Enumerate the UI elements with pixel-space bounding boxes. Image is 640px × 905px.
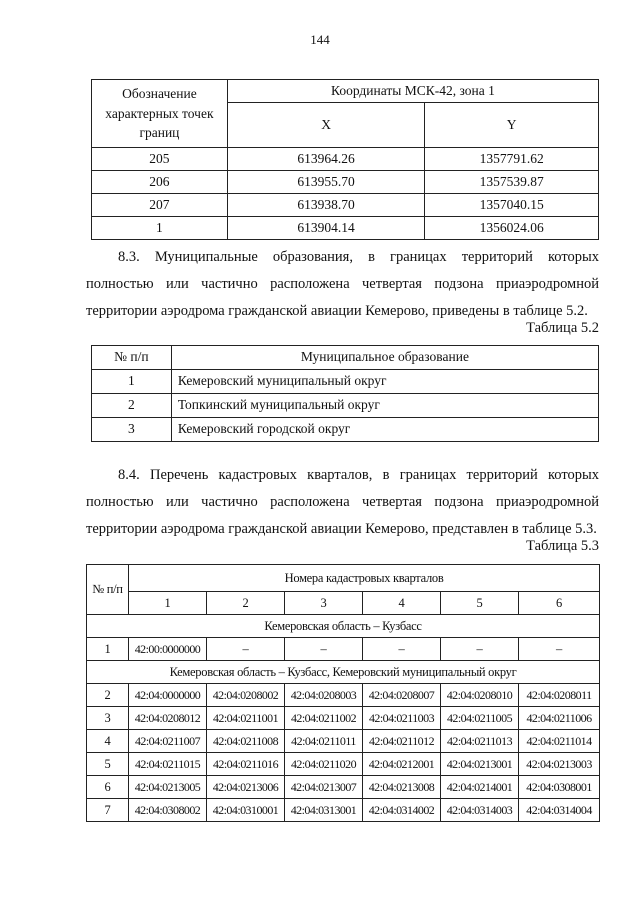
- cadastral-quarter-cell: 42:04:0208012: [129, 707, 207, 730]
- page-number: 144: [310, 32, 330, 47]
- point-id-cell: 206: [92, 171, 228, 194]
- coord-x-cell: 613938.70: [227, 194, 425, 217]
- cadastral-quarter-cell: 42:04:0208011: [519, 684, 600, 707]
- coord-y-cell: 1356024.06: [425, 217, 599, 240]
- municipal-name-cell: Кемеровский городской округ: [171, 418, 598, 442]
- municipal-num-cell: 1: [92, 370, 172, 394]
- cadastral-header-num: № п/п: [87, 565, 129, 615]
- coord-y-cell: 1357539.87: [425, 171, 599, 194]
- caption-table-5-3: Таблица 5.3: [526, 538, 599, 554]
- cadastral-quarter-cell: 42:04:0208003: [285, 684, 363, 707]
- cadastral-quarter-cell: 42:04:0314002: [363, 799, 441, 822]
- municipal-num-cell: 3: [92, 418, 172, 442]
- coord-x-cell: 613964.26: [227, 148, 425, 171]
- cadastral-section-region: Кемеровская область – Кузбасс: [87, 615, 600, 638]
- cadastral-quarter-cell: 42:04:0211005: [441, 707, 519, 730]
- cadastral-row: [87, 776, 600, 799]
- municipal-row: [92, 394, 599, 418]
- cadastral-row-num: 1: [87, 638, 129, 661]
- cadastral-quarter-cell: 42:04:0211007: [129, 730, 207, 753]
- paragraph-8-4: 8.4. Перечень кадастровых кварталов, в границах территорий которых полностью или частично расположена четвертая подзона приаэродромной территории аэродрома гражданской авиации Кемерово, представлен в таблице 5.3.: [86, 467, 599, 537]
- paragraph-8-3: 8.3. Муниципальные образования, в границах территорий которых полностью или частично расположена четвертая подзона приаэродромной территории аэродрома гражданской авиации Кемерово, приведены в таблице 5.2.: [86, 249, 599, 319]
- cadastral-quarter-cell: 42:04:0314003: [441, 799, 519, 822]
- coords-row: [92, 217, 599, 240]
- column-number-cell: 1: [129, 592, 207, 615]
- cadastral-quarter-cell: 42:04:0313001: [285, 799, 363, 822]
- municipal-header-num: № п/п: [92, 346, 172, 370]
- cadastral-row-num: 4: [87, 730, 129, 753]
- cadastral-quarter-cell: 42:04:0211011: [285, 730, 363, 753]
- coord-y-cell: 1357791.62: [425, 148, 599, 171]
- cadastral-quarter-cell: 42:04:0213005: [129, 776, 207, 799]
- coords-row: [92, 194, 599, 217]
- cadastral-row: [87, 799, 600, 822]
- municipal-name-cell: Топкинский муниципальный округ: [171, 394, 598, 418]
- coords-header-y: Y: [425, 103, 599, 148]
- cadastral-quarter-cell: 42:04:0211020: [285, 753, 363, 776]
- cadastral-quarter-cell: 42:04:0211015: [129, 753, 207, 776]
- cadastral-quarter-cell: –: [285, 638, 363, 661]
- coords-row: [92, 171, 599, 194]
- cadastral-quarter-cell: 42:04:0000000: [129, 684, 207, 707]
- cadastral-quarter-cell: 42:04:0208002: [207, 684, 285, 707]
- municipal-table: [91, 345, 599, 442]
- column-number-cell: 2: [207, 592, 285, 615]
- coordinates-table: [91, 79, 599, 240]
- point-id-cell: 207: [92, 194, 228, 217]
- cadastral-quarter-cell: 42:04:0211014: [519, 730, 600, 753]
- cadastral-quarter-cell: 42:04:0213001: [441, 753, 519, 776]
- cadastral-quarter-cell: 42:04:0211002: [285, 707, 363, 730]
- coord-x-cell: 613955.70: [227, 171, 425, 194]
- municipal-row: [92, 418, 599, 442]
- column-number-cell: 3: [285, 592, 363, 615]
- cadastral-quarter-cell: –: [207, 638, 285, 661]
- cadastral-quarter-cell: 42:04:0314004: [519, 799, 600, 822]
- cadastral-quarter-cell: 42:04:0208007: [363, 684, 441, 707]
- coords-row: [92, 148, 599, 171]
- point-id-cell: 1: [92, 217, 228, 240]
- cadastral-quarter-cell: 42:04:0208010: [441, 684, 519, 707]
- column-number-cell: 5: [441, 592, 519, 615]
- cadastral-row-num: 6: [87, 776, 129, 799]
- cadastral-quarter-cell: 42:04:0211012: [363, 730, 441, 753]
- cadastral-header-group: Номера кадастровых кварталов: [129, 565, 600, 592]
- municipal-header-name: Муниципальное образование: [171, 346, 598, 370]
- cadastral-quarter-cell: 42:04:0211008: [207, 730, 285, 753]
- cadastral-quarter-cell: 42:04:0308001: [519, 776, 600, 799]
- cadastral-quarter-cell: 42:04:0211013: [441, 730, 519, 753]
- cadastral-table: [86, 564, 600, 822]
- cadastral-section-district: Кемеровская область – Кузбасс, Кемеровский муниципальный округ: [87, 661, 600, 684]
- cadastral-quarter-cell: 42:04:0214001: [441, 776, 519, 799]
- cadastral-quarter-cell: 42:04:0211001: [207, 707, 285, 730]
- coords-header-point: Обозначение характерных точек границ: [92, 80, 228, 148]
- cadastral-row: [87, 730, 600, 753]
- cadastral-row-num: 3: [87, 707, 129, 730]
- cadastral-quarter-cell: –: [441, 638, 519, 661]
- coords-header-group: Координаты МСК-42, зона 1: [227, 80, 598, 103]
- municipal-row: [92, 370, 599, 394]
- column-number-cell: 6: [519, 592, 600, 615]
- caption-table-5-2: Таблица 5.2: [526, 320, 599, 336]
- cadastral-row-num: 2: [87, 684, 129, 707]
- cadastral-row: [87, 638, 600, 661]
- column-number-cell: 4: [363, 592, 441, 615]
- cadastral-quarter-cell: –: [363, 638, 441, 661]
- cadastral-quarter-cell: 42:04:0213003: [519, 753, 600, 776]
- coords-header-x: X: [227, 103, 425, 148]
- point-id-cell: 205: [92, 148, 228, 171]
- cadastral-row-num: 5: [87, 753, 129, 776]
- coord-x-cell: 613904.14: [227, 217, 425, 240]
- cadastral-quarter-cell: 42:00:0000000: [129, 638, 207, 661]
- cadastral-quarter-cell: 42:04:0213008: [363, 776, 441, 799]
- cadastral-row-num: 7: [87, 799, 129, 822]
- municipal-num-cell: 2: [92, 394, 172, 418]
- cadastral-row: [87, 753, 600, 776]
- coord-y-cell: 1357040.15: [425, 194, 599, 217]
- cadastral-quarter-cell: 42:04:0308002: [129, 799, 207, 822]
- cadastral-quarter-cell: 42:04:0310001: [207, 799, 285, 822]
- cadastral-quarter-cell: 42:04:0213007: [285, 776, 363, 799]
- cadastral-quarter-cell: 42:04:0211003: [363, 707, 441, 730]
- cadastral-quarter-cell: –: [519, 638, 600, 661]
- cadastral-row: [87, 707, 600, 730]
- municipal-name-cell: Кемеровский муниципальный округ: [171, 370, 598, 394]
- cadastral-quarter-cell: 42:04:0211006: [519, 707, 600, 730]
- cadastral-quarter-cell: 42:04:0213006: [207, 776, 285, 799]
- cadastral-quarter-cell: 42:04:0211016: [207, 753, 285, 776]
- cadastral-row: [87, 684, 600, 707]
- cadastral-quarter-cell: 42:04:0212001: [363, 753, 441, 776]
